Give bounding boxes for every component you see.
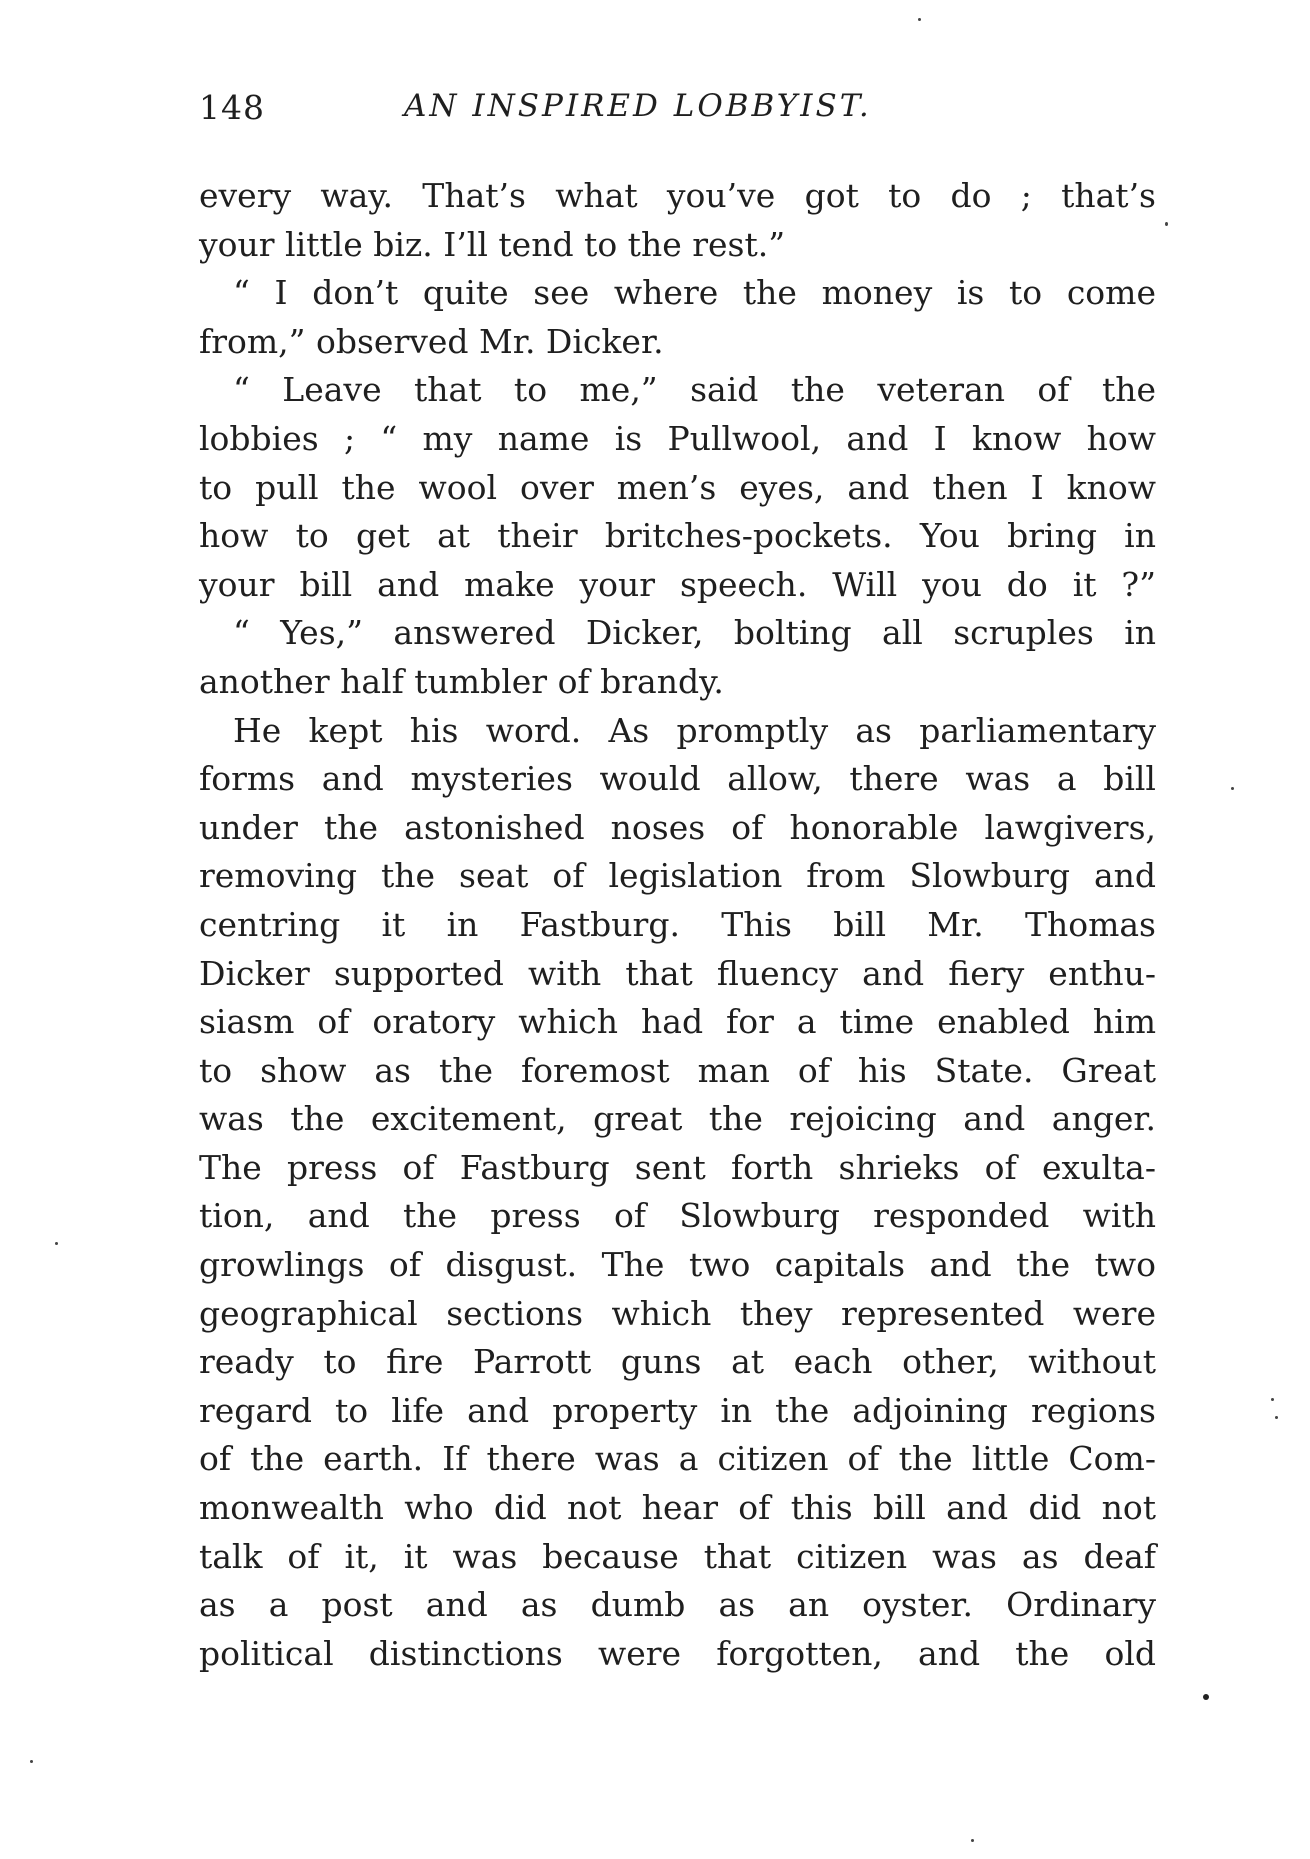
text-line: to pull the wool over men’s eyes, and then I know [199, 467, 1156, 507]
text-line: your little biz. I’ll tend to the rest.” [199, 224, 786, 264]
text-line: “ Leave that to me,” said the veteran of the [233, 370, 1156, 410]
text-line: from,” observed Mr. Dicker. [199, 321, 664, 361]
scan-speck [30, 1760, 33, 1763]
text-line: tion, and the press of Slowburg responded with [199, 1196, 1156, 1236]
text-line: geographical sections which they represented were [199, 1293, 1156, 1333]
text-line: Dicker supported with that fluency and fiery enthu- [199, 953, 1156, 993]
body-text [199, 172, 1156, 1678]
text-line: regard to life and property in the adjoining regions [199, 1390, 1156, 1430]
scan-speck [1231, 787, 1234, 790]
text-line: under the astonished noses of honorable lawgivers, [199, 807, 1156, 847]
text-line: every way. That’s what you’ve got to do ; that’s [199, 176, 1156, 215]
text-line: of the earth. If there was a citizen of the little Com- [199, 1439, 1156, 1479]
text-line: how to get at their britches-pockets. You bring in [199, 516, 1156, 556]
text-line: forms and mysteries would allow, there was a bill [199, 759, 1156, 799]
text-line: “ I don’t quite see where the money is to come [233, 273, 1156, 313]
page-number: 148 [199, 88, 265, 127]
text-line: “ Yes,” answered Dicker, bolting all scruples in [233, 613, 1156, 653]
text-line: to show as the foremost man of his State. Great [199, 1050, 1156, 1090]
text-line: He kept his word. As promptly as parliamentary [233, 710, 1156, 750]
text-line: The press of Fastburg sent forth shrieks of exulta- [199, 1147, 1156, 1187]
scan-speck [1275, 1416, 1278, 1419]
text-line: your bill and make your speech. Will you do it ?” [199, 564, 1156, 604]
running-head [199, 88, 1139, 148]
text-line: lobbies ; “ my name is Pullwool, and I know how [199, 418, 1156, 458]
text-line: siasm of oratory which had for a time enabled him [199, 1002, 1156, 1042]
scan-speck [55, 1242, 58, 1245]
scan-speck [1165, 222, 1168, 226]
text-line: political distinctions were forgotten, and the old [199, 1633, 1156, 1673]
scan-speck [1203, 1694, 1209, 1700]
text-line: as a post and as dumb as an oyster. Ordinary [199, 1585, 1156, 1625]
running-title: AN INSPIRED LOBBYIST. [404, 88, 872, 124]
text-line: another half tumbler of brandy. [199, 661, 724, 701]
text-line: monwealth who did not hear of this bill and did not [199, 1488, 1156, 1528]
text-line: was the excitement, great the rejoicing and anger. [199, 1099, 1156, 1139]
scan-speck [971, 1839, 974, 1842]
scan-speck [918, 18, 921, 21]
scan-speck [1271, 1398, 1274, 1401]
text-line: growlings of disgust. The two capitals and the two [199, 1245, 1156, 1285]
text-line: talk of it, it was because that citizen was as deaf [199, 1536, 1156, 1576]
text-line: ready to fire Parrott guns at each other, without [199, 1342, 1156, 1382]
text-line: centring it in Fastburg. This bill Mr. Thomas [199, 904, 1156, 944]
text-line: removing the seat of legislation from Slowburg and [199, 856, 1156, 896]
